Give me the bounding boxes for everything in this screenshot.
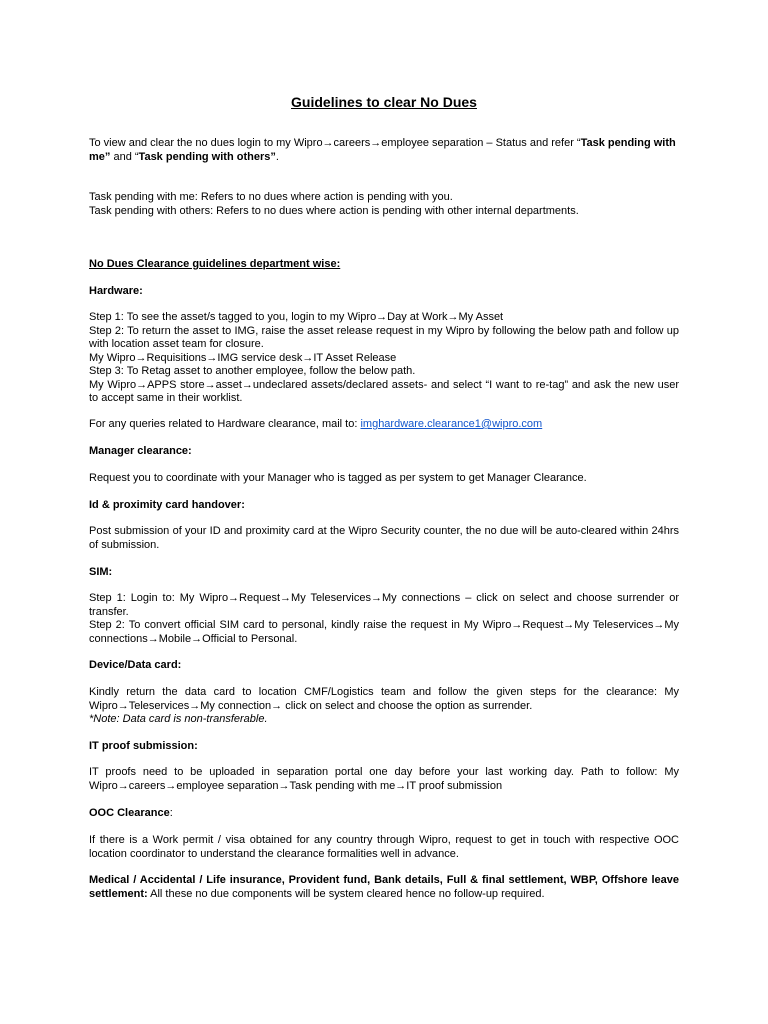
- section-heading: No Dues Clearance guidelines department wise:: [89, 258, 341, 270]
- ooc-colon: :: [169, 807, 173, 819]
- intro-end: .: [275, 150, 279, 163]
- device-text: [89, 686, 679, 727]
- manager-text: Request you to coordinate with your Manager who is tagged as per system to get Manager Clearance.: [89, 472, 587, 484]
- intro-paragraph: [89, 137, 679, 164]
- sim-step-1: Step 1: Login to: My Wipro→Request→My Teleservices→My connections – click on select and choose surrender or transfer.: [89, 592, 679, 618]
- intro-and: and “: [110, 150, 139, 163]
- itproof-heading: IT proof submission:: [89, 740, 198, 752]
- definitions: [89, 191, 679, 218]
- sim-heading: SIM:: [89, 566, 113, 578]
- hardware-step-3: Step 3: To Retag asset to another employee, follow the below path.: [89, 365, 416, 377]
- medical-paragraph: [89, 874, 679, 901]
- sim-steps: [89, 592, 679, 646]
- device-instructions: Kindly return the data card to location CMF/Logistics team and follow the given steps for the clearance: My Wipro→Teleservices→My connection→ click on select and choose the option as surrender.: [89, 686, 679, 712]
- itproof-text: IT proofs need to be uploaded in separation portal one day before your last working day. Path to follow: My Wipro→careers→employee separation→Task pending with me→IT proof submission: [89, 766, 679, 792]
- medical-bold: Medical / Accidental / Life insurance, Provident fund, Bank details, Full & final settlement, WBP, Offshore leave settlement:: [89, 874, 679, 900]
- intro-bold-task-others: Task pending with others”: [138, 150, 276, 163]
- hardware-path-release: My Wipro→Requisitions→IMG service desk→IT Asset Release: [89, 351, 397, 364]
- hardware-query-text: For any queries related to Hardware clearance, mail to:: [89, 418, 361, 430]
- ooc-heading: OOC Clearance: [89, 807, 170, 819]
- medical-text: All these no due components will be system cleared hence no follow-up required.: [147, 887, 545, 900]
- definition-task-me: Task pending with me: Refers to no dues where action is pending with you.: [89, 191, 453, 203]
- hardware-steps: [89, 311, 679, 406]
- ooc-text: If there is a Work permit / visa obtained for any country through Wipro, request to get in touch with respective OOC location coordinator to understand the clearance formalities well in advance.: [89, 834, 679, 860]
- hardware-email-link[interactable]: imghardware.clearance1@wipro.com: [360, 418, 543, 430]
- idcard-heading: Id & proximity card handover:: [89, 499, 245, 511]
- hardware-step-2: Step 2: To return the asset to IMG, raise the asset release request in my Wipro by following the below path and follow up with location asset team for closure.: [89, 324, 679, 350]
- hardware-query: [89, 418, 679, 432]
- intro-text: To view and clear the no dues login to my Wipro→careers→employee separation – Status and refer “: [89, 137, 581, 149]
- sim-step-2: Step 2: To convert official SIM card to personal, kindly raise the request in My Wipro→Request→My Teleservices→My connections→Mobile→Official to Personal.: [89, 619, 679, 645]
- ooc-heading-line: [89, 807, 679, 821]
- device-note: *Note: Data card is non-transferable.: [89, 713, 268, 725]
- idcard-text: Post submission of your ID and proximity card at the Wipro Security counter, the no due will be auto-cleared within 24hrs of submission.: [89, 525, 679, 551]
- document-title: Guidelines to clear No Dues: [291, 94, 477, 110]
- hardware-heading: Hardware:: [89, 285, 143, 297]
- hardware-step-1: Step 1: To see the asset/s tagged to you, login to my Wipro→Day at Work→My Asset: [89, 311, 504, 323]
- device-heading: Device/Data card:: [89, 659, 182, 671]
- definition-task-others: Task pending with others: Refers to no dues where action is pending with other internal departments.: [89, 204, 579, 217]
- hardware-path-retag: My Wipro→APPS store→asset→undeclared assets/declared assets- and select “I want to re-tag” and ask the new user to accept same in their worklist.: [89, 378, 679, 404]
- intro-bold-task-me: Task pending with me”: [89, 137, 676, 163]
- manager-heading: Manager clearance:: [89, 445, 192, 457]
